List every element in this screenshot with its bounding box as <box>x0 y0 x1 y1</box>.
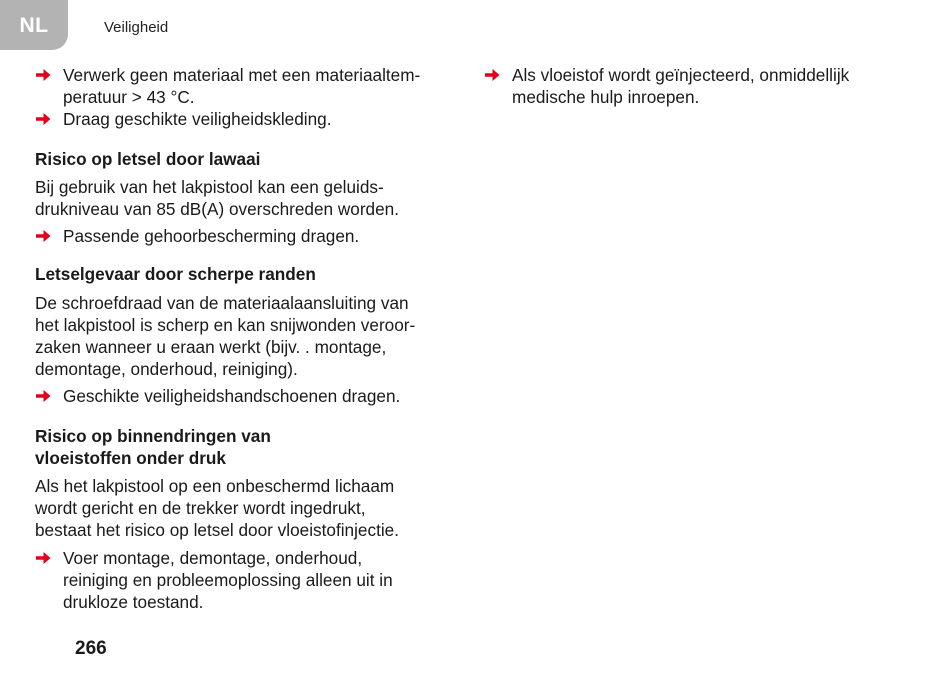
section-heading <box>35 425 460 469</box>
list-item <box>35 108 460 130</box>
arrow-right-icon <box>484 68 500 82</box>
bullet-text: Voer montage, demontage, onderhoud, reiniging en probleemoplossing alleen uit in drukloze toestand. <box>63 547 393 613</box>
list-item <box>35 225 460 247</box>
right-column <box>484 64 904 108</box>
left-column <box>35 64 460 613</box>
list-item <box>35 547 460 614</box>
arrow-right-icon <box>35 68 51 82</box>
list-item <box>35 385 460 407</box>
arrow-right-icon <box>35 551 51 565</box>
paragraph: Als het lakpistool op een onbeschermd lichaam wordt gericht en de trekker wordt ingedrukt, bestaat het risico op letsel door vloeistofinjectie. <box>35 476 400 541</box>
arrow-right-icon <box>35 389 51 403</box>
bullet-text: Passende gehoorbescherming dragen. <box>63 226 360 247</box>
paragraph: Bij gebruik van het lakpistool kan een geluids- drukniveau van 85 dB(A) overschreden worden. <box>35 176 400 220</box>
section-heading-line: vloeistoffen onder druk <box>35 447 226 468</box>
language-tab <box>0 0 68 50</box>
bullet-text: Als vloeistof wordt geïnjecteerd, onmiddellijk medische hulp inroepen. <box>512 65 850 108</box>
language-code: NL <box>19 14 49 37</box>
section-heading: Risico op letsel door lawaai <box>35 148 261 169</box>
list-item <box>35 64 460 108</box>
bullet-text: Verwerk geen materiaal met een materiaaltem- peratuur > 43 °C. <box>63 65 421 108</box>
arrow-right-icon <box>35 112 51 126</box>
page-number: 266 <box>75 638 107 659</box>
bullet-text: Geschikte veiligheidshandschoenen dragen. <box>63 386 401 407</box>
section-heading-line: Risico op binnendringen van <box>35 425 271 446</box>
list-item <box>484 64 904 108</box>
section-heading: Letselgevaar door scherpe randen <box>35 264 316 285</box>
bullet-text: Draag geschikte veiligheidskleding. <box>63 109 332 130</box>
section-header: Veiligheid <box>104 19 169 36</box>
paragraph: De schroefdraad van de materiaalaansluiting van het lakpistool is scherp en kan snijwonden veroor- zaken wanneer u eraan werkt (bijv. . montage, demontage, onderhoud, reiniging). <box>35 292 416 380</box>
arrow-right-icon <box>35 229 51 243</box>
